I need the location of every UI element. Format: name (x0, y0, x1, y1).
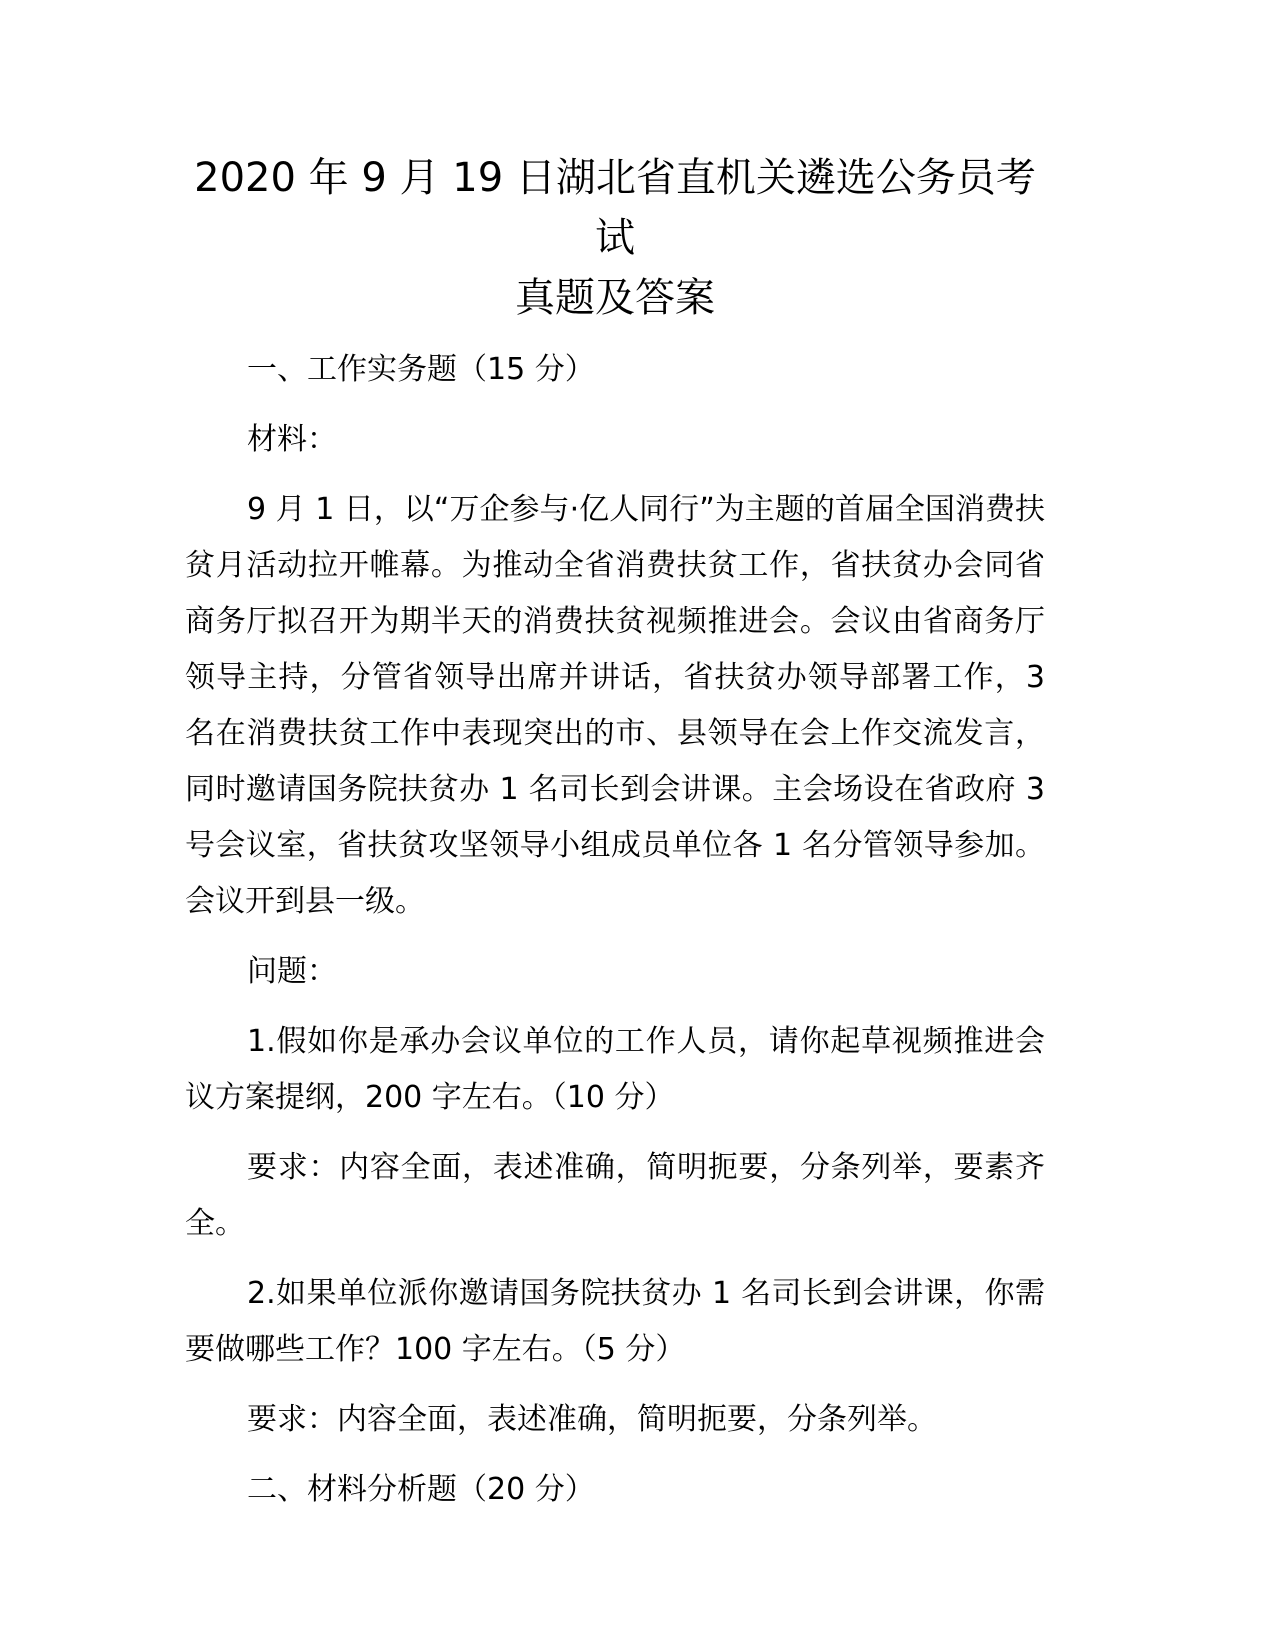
material-label: 材料： (247, 422, 337, 457)
material-text: 9 月 1 日，以“万企参与·亿人同行”为主题的首届全国消费扶贫月活动拉开帷幕。为推动全省消费扶贫工作，省扶贫办会同省商务厅拟召开为期半天的消费扶贫视频推进会。会议由省商务厅领导主持，分管省领导出席并讲话，省扶贫办领导部署工作，3 名在消费扶贫工作中表现突出的市、县领导在会上作交流发言，同时邀请国务院扶贫办 1 名司长到会讲课。主会场设在省政府 3 号会议室，省扶贫攻坚领导小组成员单位各 1 名分管领导参加。会议开到县一级。 (185, 492, 1045, 919)
question-1-requirement: 要求：内容全面，表述准确，简明扼要，分条列举，要素齐全。 (185, 1150, 1045, 1241)
section-1-heading: 一、工作实务题（15 分） (247, 352, 595, 387)
question-2-requirement: 要求：内容全面，表述准确，简明扼要，分条列举。 (247, 1402, 937, 1437)
section-2-heading: 二、材料分析题（20 分） (247, 1472, 595, 1507)
question-2: 2.如果单位派你邀请国务院扶贫办 1 名司长到会讲课，你需要做哪些工作？100 字左右。（5 分） (185, 1276, 1045, 1367)
document-title (185, 148, 1045, 328)
question-label: 问题： (247, 954, 337, 989)
title-line-1: 2020 年 9 月 19 日湖北省直机关遴选公务员考试 (194, 155, 1036, 261)
title-line-2: 真题及答案 (515, 275, 715, 321)
question-1: 1.假如你是承办会议单位的工作人员，请你起草视频推进会议方案提纲，200 字左右。（10 分） (185, 1024, 1045, 1115)
